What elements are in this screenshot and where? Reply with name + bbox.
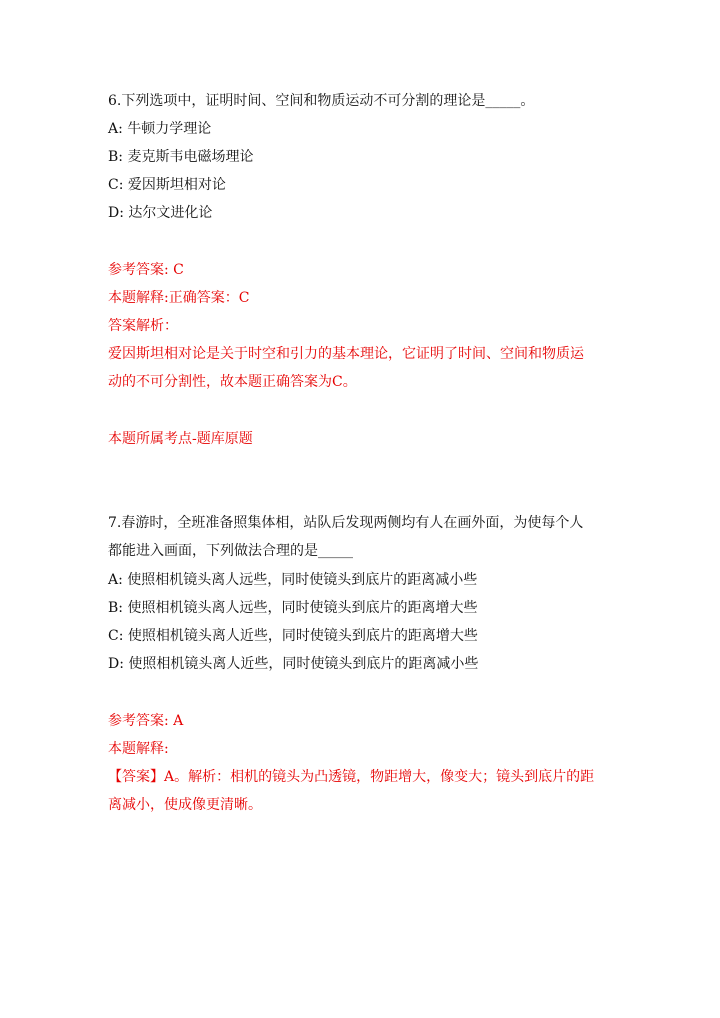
q7-stem-line-2: 都能进入画面，下列做法合理的是_____ [108, 543, 353, 559]
q7-reference-answer: 参考答案: A [108, 713, 184, 729]
q7-analysis-line-2: 离减小，使成像更清晰。 [108, 797, 262, 813]
q7-option-a: A: 使照相机镜头离人远些，同时使镜头到底片的距离减小些 [108, 572, 478, 588]
q6-reference-answer: 参考答案: C [108, 262, 184, 278]
q6-explanation: 本题解释:正确答案：C [108, 290, 250, 306]
q7-stem-line-1: 7.春游时，全班准备照集体相，站队后发现两侧均有人在画外面，为使每个人 [108, 515, 584, 531]
q6-option-b: B: 麦克斯韦电磁场理论 [108, 149, 254, 165]
q6-option-a: A: 牛顿力学理论 [108, 121, 212, 137]
q7-option-c: C: 使照相机镜头离人近些，同时使镜头到底片的距离增大些 [108, 628, 478, 644]
q6-option-d: D: 达尔文进化论 [108, 205, 213, 221]
q7-option-d: D: 使照相机镜头离人近些，同时使镜头到底片的距离减小些 [108, 656, 479, 672]
q7-option-b: B: 使照相机镜头离人远些，同时使镜头到底片的距离增大些 [108, 600, 478, 616]
q6-analysis-line-2: 动的不可分割性，故本题正确答案为C。 [108, 374, 357, 390]
q6-option-c: C: 爱因斯坦相对论 [108, 177, 226, 193]
q6-knowledge-point: 本题所属考点-题库原题 [108, 431, 253, 447]
q7-analysis-line-1: 【答案】A。解析：相机的镜头为凸透镜，物距增大，像变大；镜头到底片的距 [108, 769, 595, 785]
q7-explanation-label: 本题解释: [108, 741, 169, 757]
q6-analysis-line-1: 爱因斯坦相对论是关于时空和引力的基本理论，它证明了时间、空间和物质运 [108, 346, 584, 362]
q6-analysis-label: 答案解析： [108, 318, 178, 334]
q6-stem: 6.下列选项中，证明时间、空间和物质运动不可分割的理论是_____。 [108, 93, 535, 109]
